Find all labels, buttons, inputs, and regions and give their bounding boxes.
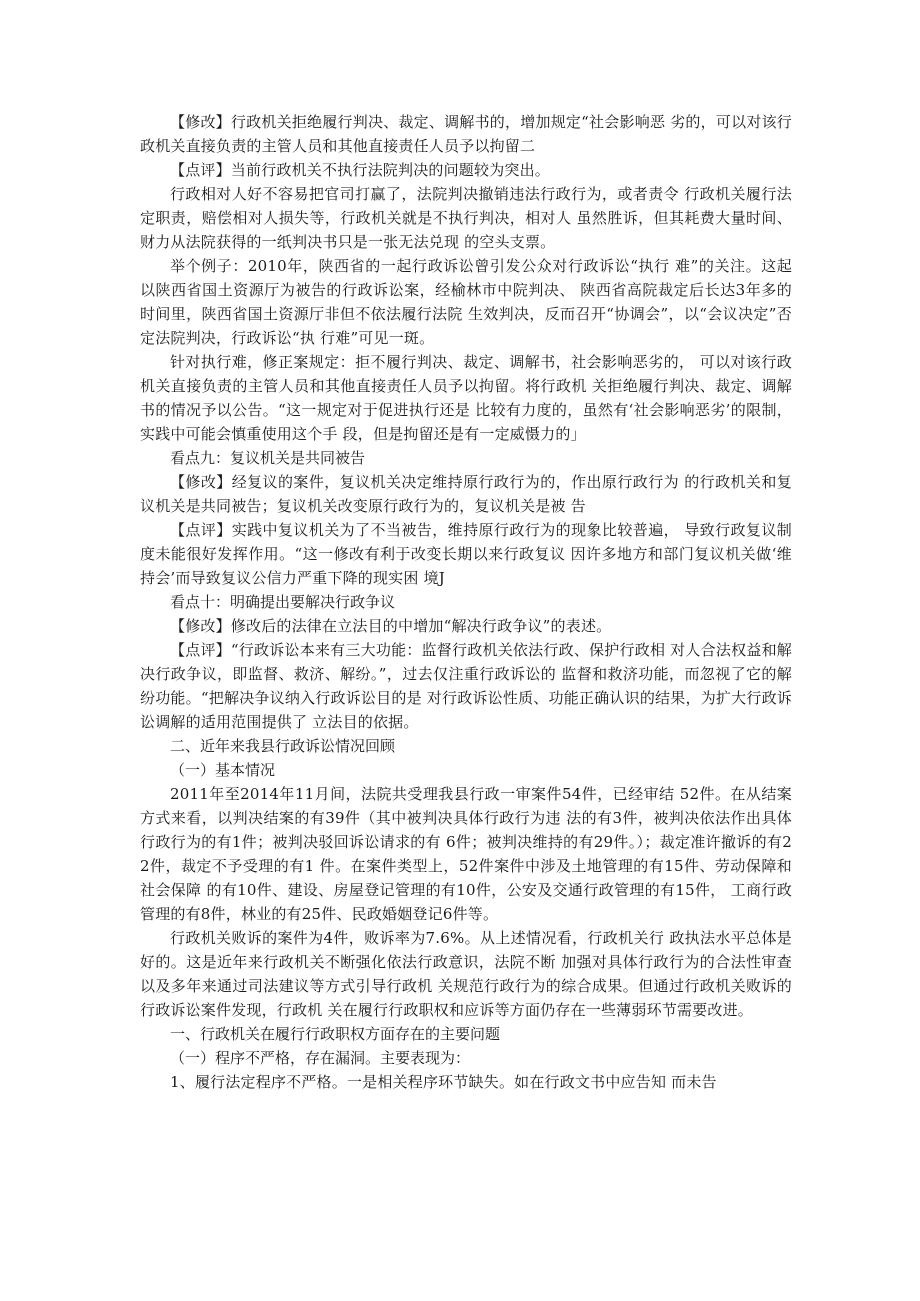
- paragraph-counterparty-win: 行政相对人好不容易把官司打赢了，法院判决撤销违法行政行为，或者责令 行政机关履行法定职责，赔偿相对人损失等，行政机关就是不执行判决，相对人 虽然胜诉，但其耗费大量时间、财力从法院获得的一纸判决书只是一张无法兑现 的空头支票。: [140, 185, 792, 251]
- paragraph-amendment-review: 【修改】经复议的案件，复议机关决定维持原行政行为的，作出原行政行为 的行政机关和复议机关是共同被告；复议机关改变原行政行为的，复议机关是被 告: [140, 473, 792, 515]
- heading-point-nine: 看点九：复议机关是共同被告: [170, 449, 366, 467]
- paragraph-amendment-purpose: 【修改】修改后的法律在立法目的中增加“解决行政争议”的表述。: [170, 617, 612, 635]
- paragraph-loss-rate: 行政机关败诉的案件为4件，败诉率为7.6%。从上述情况看，行政机关行 政执法水平总体是好的。这是近年来行政机关不断强化依法行政意识，法院不断 加强对具体行政行为的合法性审查以及多年来通过司法建议等方式引导行政机 关规范行政行为的综合成果。但通过行政机关败诉的行政诉讼案件发现，行政机 关在履行行政职权和应诉等方面仍存在一些薄弱环节需要改进。: [140, 929, 792, 1019]
- paragraph-comment-functions: 【点评】“行政诉讼本来有三大功能：监督行政机关依法行政、保护行政相 对人合法权益和解决行政争议，即监督、救济、解纷。”，过去仅注重行政诉讼的 监督和救济功能，而忽视了它的解纷功能。“把解决争议纳入行政诉讼目的是 对行政诉讼性质、功能正确认识的结果，为扩大行政诉讼调解的适用范围提供了 立法目的依据。: [140, 641, 792, 731]
- paragraph-procedure-detail: 1、履行法定程序不严格。一是相关程序环节缺失。如在行政文书中应告知 而未告: [170, 1073, 717, 1091]
- heading-section-two: 二、近年来我县行政诉讼情况回顾: [170, 737, 396, 755]
- paragraph-case-statistics: 2011年至2014年11月间，法院共受理我县行政一审案件54件，已经审结 52件。在从结案方式来看，以判决结案的有39件（其中被判决具体行政行为违 法的有3件，被判决依法作出具体行政行为的有1件；被判决驳回诉讼请求的有 6件；被判决维持的有29件。）；裁定准许撤诉的有22件，裁定不予受理的有1 件。在案件类型上，52件案件中涉及土地管理的有15件、劳动保障和社会保障 的有10件、建设、房屋登记管理的有10件，公安及交通行政管理的有15件， 工商行政管理的有8件，林业的有25件、民政婚姻登记6件等。: [140, 785, 792, 923]
- paragraph-comment-nonexecution: 【点评】当前行政机关不执行法院判决的问题较为突出。: [170, 161, 551, 179]
- heading-point-ten: 看点十：明确提出要解决行政争议: [170, 593, 396, 611]
- heading-main-problems: 一、行政机关在履行行政职权方面存在的主要问题: [170, 1025, 501, 1043]
- paragraph-execution-difficulty: 针对执行难，修正案规定：拒不履行判决、裁定、调解书，社会影响恶劣的， 可以对该行政机关直接负责的主管人员和其他直接责任人员予以拘留。将行政机 关拒绝履行判决、裁定、调解书的情况予以公告。“这一规定对于促进执行还是 比较有力度的，虽然有‘社会影响恶劣’的限制，实践中可能会慎重使用这个手 段，但是拘留还是有一定威慑力的」: [140, 353, 792, 443]
- paragraph-amendment-refusal: 【修改】行政机关拒绝履行判决、裁定、调解书的，增加规定“社会影响恶 劣的，可以对该行政机关直接负责的主管人员和其他直接责任人员予以拘留二: [140, 113, 792, 155]
- paragraph-comment-review: 【点评】实践中复议机关为了不当被告，维持原行政行为的现象比较普遍， 导致行政复议制度未能很好发挥作用。“这一修改有利于改变长期以来行政复议 因许多地方和部门复议机关做‘维持会’而导致复议公信力严重下降的现实困 境J: [140, 521, 792, 587]
- document-page: [140, 110, 792, 1094]
- heading-basic-situation: （一）基本情况: [170, 761, 276, 779]
- heading-procedure-issues: （一）程序不严格，存在漏洞。主要表现为：: [170, 1049, 471, 1067]
- paragraph-example-shaanxi: 举个例子：2010年，陕西省的一起行政诉讼曾引发公众对行政诉讼“执行 难”的关注。这起以陕西省国土资源厅为被告的行政诉讼案，经榆林市中院判决、 陕西省高院裁定后长达3年多的时间里，陕西省国土资源厅非但不依法履行法院 生效判决，反而召开“协调会”，以“会议决定”否定法院判决，行政诉讼“执 行难”可见一斑。: [140, 257, 792, 347]
